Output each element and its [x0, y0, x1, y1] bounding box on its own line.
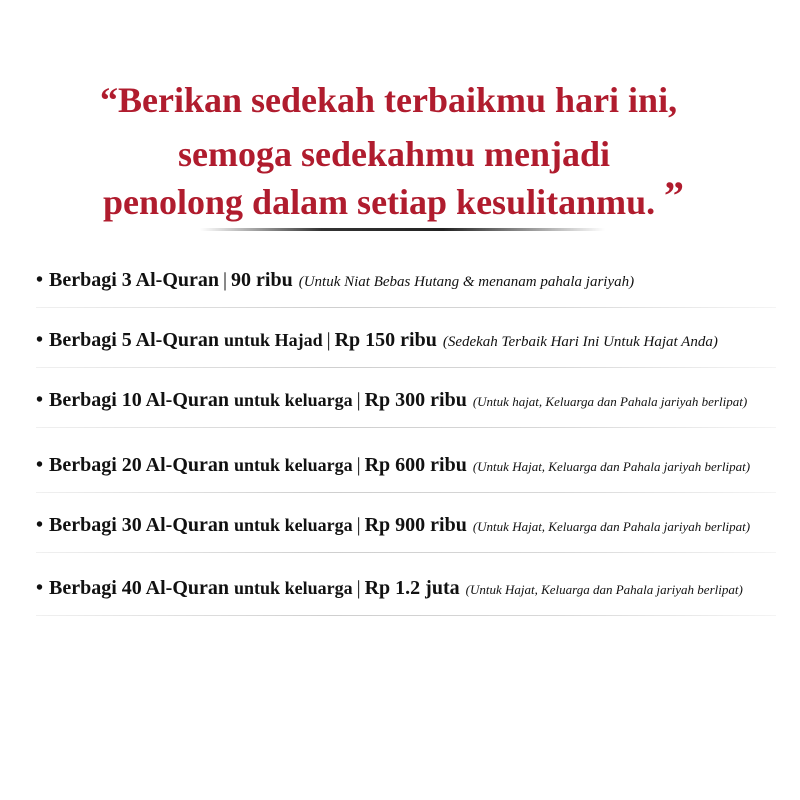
bullet: •: [36, 514, 44, 536]
offer-note: (Untuk Hajat, Keluarga dan Pahala jariyah berlipat): [472, 519, 751, 534]
offer-item: [0, 375, 800, 437]
separator: |: [356, 514, 361, 536]
offer-label-suffix: untuk keluarga: [234, 390, 353, 410]
separator: |: [356, 389, 361, 411]
offer-item: [0, 440, 800, 502]
offer-label-suffix: untuk Hajad: [224, 330, 323, 350]
bullet: •: [36, 269, 44, 291]
offer-item-text: [36, 510, 750, 542]
quote-block: [0, 70, 800, 235]
offer-label-suffix: untuk keluarga: [234, 455, 353, 475]
offer-label: Berbagi 3 Al-Quran: [49, 269, 220, 291]
offer-item: [0, 255, 800, 317]
offer-divider: [36, 492, 776, 493]
offer-item: [0, 500, 800, 562]
offer-item-text: [36, 450, 750, 482]
offer-item-text: [36, 265, 634, 297]
offer-note: (Untuk Hajat, Keluarga dan Pahala jariyah berlipat): [472, 459, 751, 474]
offer-divider: [36, 307, 776, 308]
offer-price: Rp 1.2 juta: [364, 577, 460, 599]
offer-label: Berbagi 40 Al-Quran: [49, 577, 230, 599]
offer-label: Berbagi 20 Al-Quran: [49, 454, 230, 476]
bullet: •: [36, 454, 44, 476]
quote-close-mark: ”: [664, 173, 684, 218]
offer-note: (Untuk Hajat, Keluarga dan Pahala jariyah berlipat): [465, 582, 743, 597]
quote-line-2: semoga sedekahmu menjadi: [178, 134, 611, 174]
offer-price: Rp 900 ribu: [364, 514, 467, 536]
quote-line-1: [100, 78, 677, 122]
offer-divider: [36, 615, 776, 616]
bullet: •: [36, 329, 44, 351]
quote-divider: [200, 228, 605, 231]
offer-label-suffix: untuk keluarga: [234, 515, 353, 535]
offer-price: Rp 150 ribu: [334, 329, 437, 351]
separator: |: [356, 454, 361, 476]
separator: |: [356, 577, 361, 599]
quote-line-3: penolong dalam setiap kesulitanmu.: [103, 182, 656, 222]
offer-note: (Untuk Niat Bebas Hutang & menanam pahala jariyah): [298, 274, 635, 290]
bullet: •: [36, 577, 44, 599]
offer-price: 90 ribu: [231, 269, 293, 291]
offer-divider: [36, 367, 776, 368]
offer-divider: [36, 427, 776, 428]
offer-label-suffix: untuk keluarga: [234, 578, 353, 598]
separator: |: [223, 269, 228, 291]
offer-item: [0, 315, 800, 377]
offer-price: Rp 300 ribu: [364, 389, 467, 411]
bullet: •: [36, 389, 44, 411]
offer-label: Berbagi 30 Al-Quran: [49, 514, 230, 536]
offer-note: (Untuk hajat, Keluarga dan Pahala jariyah berlipat): [472, 394, 748, 409]
offer-item-text: [36, 573, 743, 605]
separator: |: [326, 329, 331, 351]
offer-label: Berbagi 10 Al-Quran: [49, 389, 230, 411]
offer-item: [0, 563, 800, 625]
offer-label: Berbagi 5 Al-Quran: [49, 329, 220, 351]
quote-line-1-text: Berikan sedekah terbaikmu hari ini,: [118, 80, 678, 120]
offer-item-text: [36, 325, 718, 357]
offer-price: Rp 600 ribu: [364, 454, 467, 476]
quote-open-mark: “: [100, 80, 118, 120]
offer-note: (Sedekah Terbaik Hari Ini Untuk Hajat Anda): [442, 334, 718, 350]
offer-item-text: [36, 385, 747, 417]
offer-divider: [36, 552, 776, 553]
